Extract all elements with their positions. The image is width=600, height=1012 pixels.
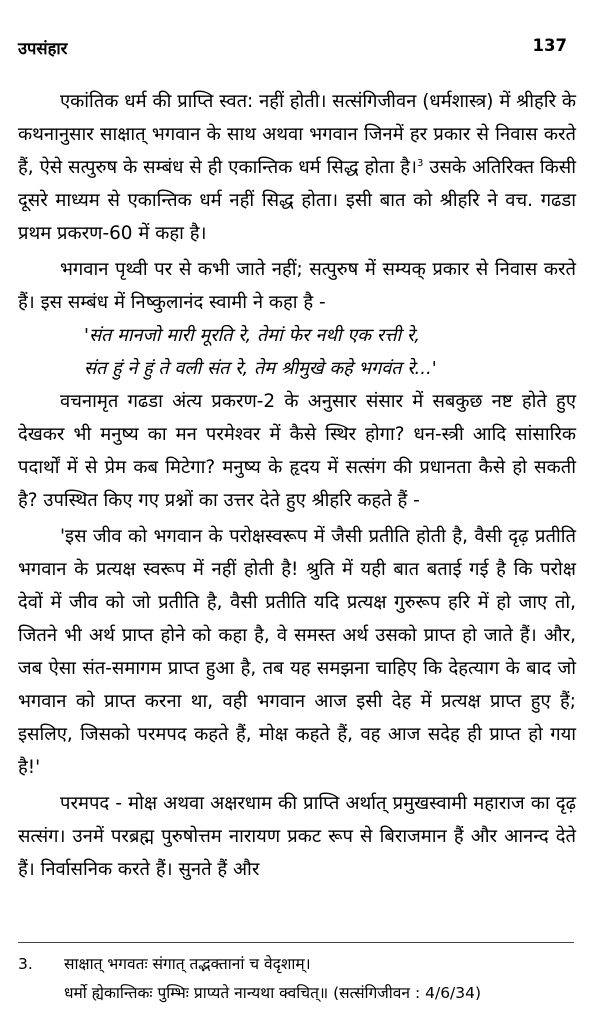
quote-line-2: संत हुं ने हुं ते वली संत रे, तेम श्रीमुखे कहे भगवंत रे...' (84, 358, 437, 379)
paragraph-1-text-a: एकांतिक धर्म की प्राप्ति स्वत: नहीं होती। सत्संगिजीवन (धर्मशास्त्र) में श्रीहरि के कथनानुसार साक्षात् भगवान के साथ अथवा भगवान जिनमें हर प्रकार से निवास करते हैं, ऐसे सत्पुरुष के सम्बंध से ही एकान्तिक धर्म सिद्ध होता है। (18, 91, 576, 178)
footnote-marker: 3 (417, 158, 424, 169)
paragraph-1 (18, 85, 576, 250)
quote-line-1: 'संत मानजो मारी मूरति रे, तेमां फेर नथी एक रत्ती रे, (84, 325, 421, 346)
footnote-text-1: साक्षात् भगवतः संगात् तद्भक्तानां च वेदृशाम्। (64, 955, 311, 973)
footnote-text-2: धर्मो ह्येकान्तिकः पुम्भिः प्राप्यते नान्यथा क्वचित्॥ (सत्संगिजीवन : 4/6/34) (64, 984, 482, 1002)
paragraph-3: वचनामृत गढडा अंत्य प्रकरण-2 के अनुसार संसार में सबकुछ नष्ट होते हुए देखकर भी मनुष्य का मन परमेश्वर में कैसे स्थिर होगा? धन-स्त्री आदि सांसारिक पदार्थों में से प्रेम कब मिटेगा? मनुष्य के हृदय में सत्संग की प्रधानता कैसे हो सकती है? उपस्थित किए गए प्रश्नों का उत्तर देते हुए श्रीहरि कहते हैं - (18, 391, 576, 511)
paragraph-4: 'इस जीव को भगवान के परोक्षस्वरूप में जैसी प्रतीति होती है, वैसी दृढ़ प्रतीति भगवान के प्रत्यक्ष स्वरूप में नहीं होती है! श्रुति में यही बात बताई गई है कि परोक्ष देवों में जीव को जो प्रतीति है, वैसी प्रतीति यदि प्रत्यक्ष गुरुरूप हरि में हो जाए तो, जितने भी अर्थ प्राप्त होने को कहा है, वे समस्त अर्थ उसको प्राप्त हो जाते हैं। और, जब ऐसा संत-समागम प्राप्त हुआ है, तब यह समझना चाहिए कि देहत्याग के बाद जो भगवान को प्राप्त करना था, वही भगवान आज इसी देह में प्रत्यक्ष प्राप्त हुए हैं; इसलिए, जिसको परमपद कहते हैं, मोक्ष कहते हैं, वह आज सदेह ही प्राप्त हो गया है!' (18, 526, 576, 778)
chapter-title: उपसंहार (18, 39, 68, 58)
paragraph-2: भगवान पृथ्वी पर से कभी जाते नहीं; सत्पुरुष में सम्यक् प्रकार से निवास करते हैं। इस सम्बंध में निष्कुलानंद स्वामी ने कहा है - (18, 259, 576, 313)
page-number: 137 (532, 36, 567, 55)
footnote-divider (18, 942, 574, 943)
body-text (18, 85, 576, 886)
footnote-line-1 (0, 950, 600, 979)
paragraph-1-text-b: उसके अतिरिक्त किसी दूसरे माध्यम से एकान्तिक धर्म नहीं सिद्ध होता। इसी बात को श्रीहरि ने वच. गढडा प्रथम प्रकरण-60 में कहा है। (18, 157, 576, 244)
paragraph-5: परमपद - मोक्ष अथवा अक्षरधाम की प्राप्ति अर्थात् प्रमुखस्वामी महाराज का दृढ़ सत्संग। उनमें परब्रह्म पुरुषोत्तम नारायण प्रकट रूप से बिराजमान हैं और आनन्द देते हैं। निर्वासनिक करते हैं। सुनते हैं और (18, 793, 576, 880)
footnote-number: 3. (18, 955, 33, 973)
page-header (0, 36, 600, 58)
